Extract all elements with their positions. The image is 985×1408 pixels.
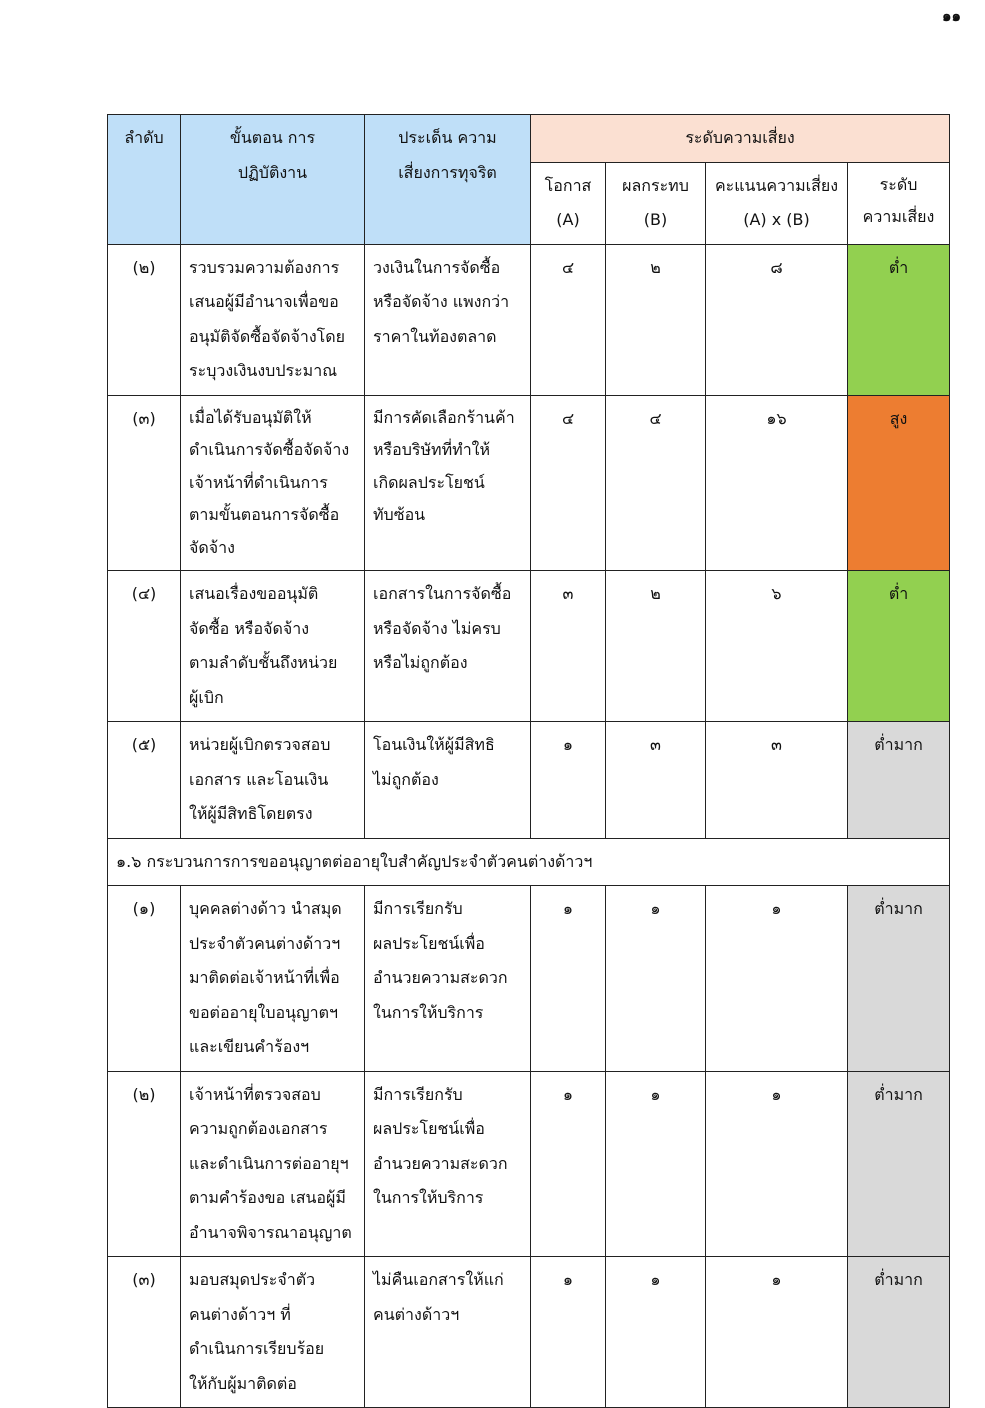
cell-level-low: ต่ำ <box>848 571 950 722</box>
cell-level-very-low: ต่ำมาก <box>848 1071 950 1257</box>
cell-issue: วงเงินในการจัดซื้อ หรือจัดจ้าง แพงกว่า ราคาในท้องตลาด <box>365 244 531 395</box>
table-row <box>108 722 950 839</box>
table-row <box>108 571 950 722</box>
cell-level-low: ต่ำ <box>848 244 950 395</box>
cell-score: ๑ <box>706 1071 848 1257</box>
header-score-label: คะแนนความเสี่ยง <box>714 175 839 195</box>
table-row <box>108 1071 950 1257</box>
cell-impact: ๔ <box>606 395 706 571</box>
header-issue: ประเด็น ความ เสี่ยงการทุจริต <box>365 115 531 245</box>
table-row <box>108 244 950 395</box>
cell-step: รวบรวมความต้องการ เสนอผู้มีอำนาจเพื่อขอ อนุมัติจัดซื้อจัดจ้างโดย ระบุวงเงินงบประมาณ <box>181 244 365 395</box>
cell-impact: ๓ <box>606 722 706 839</box>
header-opportunity <box>531 162 606 244</box>
header-impact-code: (B) <box>643 210 668 229</box>
cell-level-very-low: ต่ำมาก <box>848 886 950 1072</box>
cell-step: เจ้าหน้าที่ตรวจสอบ ความถูกต้องเอกสาร และดำเนินการต่ออายุฯ ตามคำร้องขอ เสนอผู้มี อำนาจพิจารณาอนุญาต <box>181 1071 365 1257</box>
table-row <box>108 1257 950 1408</box>
cell-order: (๓) <box>108 1257 181 1408</box>
cell-order: (๓) <box>108 395 181 571</box>
cell-opportunity: ๑ <box>531 1257 606 1408</box>
cell-opportunity: ๑ <box>531 886 606 1072</box>
cell-opportunity: ๔ <box>531 244 606 395</box>
header-level: ระดับ ความเสี่ยง <box>848 162 950 244</box>
cell-opportunity: ๔ <box>531 395 606 571</box>
cell-issue: มีการเรียกรับ ผลประโยชน์เพื่อ อำนวยความสะดวก ในการให้บริการ <box>365 1071 531 1257</box>
cell-level-high: สูง <box>848 395 950 571</box>
header-score-code: (A) x (B) <box>743 210 810 229</box>
cell-step: บุคคลต่างด้าว นำสมุด ประจำตัวคนต่างด้าวฯ มาติดต่อเจ้าหน้าที่เพื่อ ขอต่ออายุใบอนุญาตฯ และเขียนคำร้องฯ <box>181 886 365 1072</box>
cell-score: ๘ <box>706 244 848 395</box>
header-score <box>706 162 848 244</box>
cell-impact: ๑ <box>606 886 706 1072</box>
cell-level-very-low: ต่ำมาก <box>848 722 950 839</box>
cell-score: ๑ <box>706 1257 848 1408</box>
header-risk-level-group: ระดับความเสี่ยง <box>531 115 950 163</box>
cell-step: มอบสมุดประจำตัว คนต่างด้าวฯ ที่ ดำเนินการเรียบร้อย ให้กับผู้มาติดต่อ <box>181 1257 365 1408</box>
section-row <box>108 838 950 886</box>
cell-issue: เอกสารในการจัดซื้อ หรือจัดจ้าง ไม่ครบ หรือไม่ถูกต้อง <box>365 571 531 722</box>
cell-issue: มีการเรียกรับ ผลประโยชน์เพื่อ อำนวยความสะดวก ในการให้บริการ <box>365 886 531 1072</box>
table-row <box>108 886 950 1072</box>
section-title: ๑.๖ กระบวนการการขออนุญาตต่ออายุใบสำคัญประจำตัวคนต่างด้าวฯ <box>108 838 950 886</box>
cell-issue: มีการคัดเลือกร้านค้า หรือบริษัทที่ทำให้ เกิดผลประโยชน์ ทับซ้อน <box>365 395 531 571</box>
cell-order: (๒) <box>108 244 181 395</box>
risk-table <box>107 114 950 1408</box>
cell-opportunity: ๓ <box>531 571 606 722</box>
cell-step: เมื่อได้รับอนุมัติให้ ดำเนินการจัดซื้อจัดจ้าง เจ้าหน้าที่ดำเนินการ ตามขั้นตอนการจัดซื้อ จัดจ้าง <box>181 395 365 571</box>
header-opportunity-label: โอกาส <box>544 175 592 195</box>
cell-order: (๑) <box>108 886 181 1072</box>
page-number: ๑๑ <box>941 7 961 25</box>
header-step: ขั้นตอน การ ปฏิบัติงาน <box>181 115 365 245</box>
cell-step: เสนอเรื่องขออนุมัติ จัดซื้อ หรือจัดจ้าง ตามลำดับชั้นถึงหน่วย ผู้เบิก <box>181 571 365 722</box>
cell-opportunity: ๑ <box>531 1071 606 1257</box>
cell-impact: ๑ <box>606 1071 706 1257</box>
cell-issue: โอนเงินให้ผู้มีสิทธิ ไม่ถูกต้อง <box>365 722 531 839</box>
cell-level-very-low: ต่ำมาก <box>848 1257 950 1408</box>
cell-opportunity: ๑ <box>531 722 606 839</box>
header-opportunity-code: (A) <box>556 210 580 229</box>
cell-step: หน่วยผู้เบิกตรวจสอบ เอกสาร และโอนเงิน ให้ผู้มีสิทธิโดยตรง <box>181 722 365 839</box>
cell-issue: ไม่คืนเอกสารให้แก่ คนต่างด้าวฯ <box>365 1257 531 1408</box>
cell-order: (๔) <box>108 571 181 722</box>
header-impact-label: ผลกระทบ <box>622 175 689 195</box>
cell-score: ๑ <box>706 886 848 1072</box>
cell-order: (๒) <box>108 1071 181 1257</box>
header-impact <box>606 162 706 244</box>
cell-impact: ๒ <box>606 244 706 395</box>
cell-impact: ๒ <box>606 571 706 722</box>
cell-order: (๕) <box>108 722 181 839</box>
cell-impact: ๑ <box>606 1257 706 1408</box>
header-order: ลำดับ <box>108 115 181 245</box>
cell-score: ๑๖ <box>706 395 848 571</box>
cell-score: ๓ <box>706 722 848 839</box>
table-row <box>108 395 950 571</box>
cell-score: ๖ <box>706 571 848 722</box>
